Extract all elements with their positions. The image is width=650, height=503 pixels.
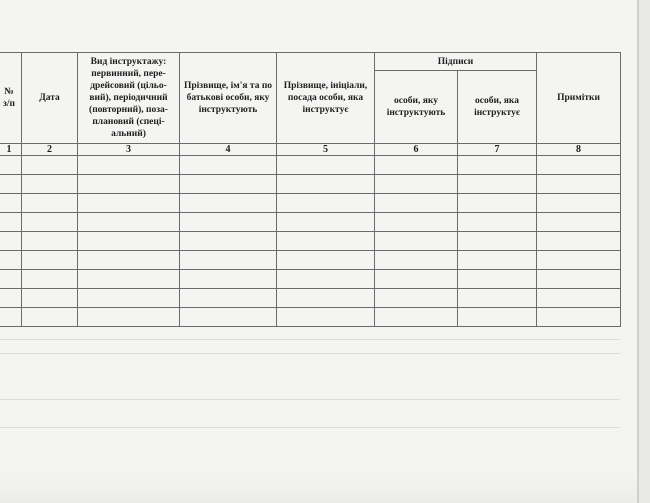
table-cell <box>277 308 375 327</box>
table-cell <box>458 308 537 327</box>
table-cell <box>180 270 277 289</box>
table-cell <box>277 175 375 194</box>
table-cell <box>537 308 621 327</box>
column-number: 3 <box>78 144 180 156</box>
header-signature-instructor: особи, яка інструктує <box>458 71 537 144</box>
table-row <box>0 308 621 327</box>
table-cell <box>22 175 78 194</box>
column-numbers-row <box>0 144 621 156</box>
table-cell <box>180 251 277 270</box>
table-cell <box>458 194 537 213</box>
table-cell <box>375 175 458 194</box>
table-cell <box>0 251 22 270</box>
table-cell <box>537 156 621 175</box>
table-cell <box>22 213 78 232</box>
header-instructor-name: Прізвище, ініціали, посада особи, яка інструктує <box>277 53 375 144</box>
header-notes: Примітки <box>537 53 621 144</box>
table-cell <box>458 232 537 251</box>
page-right-margin <box>639 0 650 503</box>
table-cell <box>375 213 458 232</box>
header-instructed-name: Прізвище, ім'я та по батькові особи, яку інструктують <box>180 53 277 144</box>
table-cell <box>375 232 458 251</box>
table-cell <box>277 270 375 289</box>
table-cell <box>180 232 277 251</box>
table-cell <box>375 251 458 270</box>
table-cell <box>277 232 375 251</box>
table-cell <box>180 156 277 175</box>
table-cell <box>458 270 537 289</box>
table-cell <box>22 194 78 213</box>
column-number: 6 <box>375 144 458 156</box>
table-cell <box>78 156 180 175</box>
table-cell <box>0 270 22 289</box>
column-number: 5 <box>277 144 375 156</box>
table-cell <box>22 270 78 289</box>
table-cell <box>78 270 180 289</box>
table-cell <box>537 175 621 194</box>
table-cell <box>180 213 277 232</box>
table-row <box>0 156 621 175</box>
table-cell <box>22 289 78 308</box>
column-number: 1 <box>0 144 22 156</box>
table-cell <box>375 289 458 308</box>
header-row <box>0 53 621 71</box>
table-cell <box>375 270 458 289</box>
table-cell <box>78 175 180 194</box>
table-cell <box>22 251 78 270</box>
header-instruction-type: Вид інструктажу: первинний, пере-дрейсовий (цільо-вий), періодичний (повторний), поза-плановий (спеці-альний) <box>78 53 180 144</box>
table-cell <box>0 232 22 251</box>
table-row <box>0 232 621 251</box>
header-number: № з/п <box>0 53 22 144</box>
table-cell <box>537 194 621 213</box>
table-cell <box>375 308 458 327</box>
table-cell <box>0 308 22 327</box>
column-number: 4 <box>180 144 277 156</box>
column-number: 2 <box>22 144 78 156</box>
table-cell <box>180 308 277 327</box>
table-cell <box>375 156 458 175</box>
column-number: 8 <box>537 144 621 156</box>
table-cell <box>78 213 180 232</box>
table-cell <box>458 289 537 308</box>
table-cell <box>0 213 22 232</box>
column-number: 7 <box>458 144 537 156</box>
table-cell <box>22 156 78 175</box>
table-cell <box>0 289 22 308</box>
table-row <box>0 251 621 270</box>
page-bottom <box>0 470 637 503</box>
header-signature-instructed: особи, яку інструктують <box>375 71 458 144</box>
table-cell <box>537 289 621 308</box>
table-cell <box>78 251 180 270</box>
table-body <box>0 156 621 327</box>
table-cell <box>375 194 458 213</box>
table-cell <box>22 308 78 327</box>
bleed-through-lines <box>0 339 620 439</box>
table-cell <box>277 213 375 232</box>
table-row <box>0 175 621 194</box>
table-cell <box>277 289 375 308</box>
table-cell <box>537 213 621 232</box>
table-cell <box>458 251 537 270</box>
table-cell <box>458 156 537 175</box>
table-cell <box>0 175 22 194</box>
table-cell <box>78 289 180 308</box>
table-cell <box>0 156 22 175</box>
table-row <box>0 194 621 213</box>
table-cell <box>22 232 78 251</box>
table-cell <box>180 175 277 194</box>
table-cell <box>537 270 621 289</box>
table-cell <box>78 232 180 251</box>
table-cell <box>78 308 180 327</box>
table-cell <box>277 251 375 270</box>
header-date: Дата <box>22 53 78 144</box>
table-cell <box>537 251 621 270</box>
table-cell <box>180 289 277 308</box>
table-cell <box>458 213 537 232</box>
header-signatures: Підписи <box>375 53 537 71</box>
table-cell <box>458 175 537 194</box>
table-cell <box>180 194 277 213</box>
instruction-journal-table <box>0 52 621 327</box>
table-cell <box>537 232 621 251</box>
table-row <box>0 289 621 308</box>
table-cell <box>277 194 375 213</box>
table-cell <box>78 194 180 213</box>
table-row <box>0 213 621 232</box>
table-cell <box>0 194 22 213</box>
page-edge <box>637 0 639 503</box>
table-row <box>0 270 621 289</box>
table-cell <box>277 156 375 175</box>
